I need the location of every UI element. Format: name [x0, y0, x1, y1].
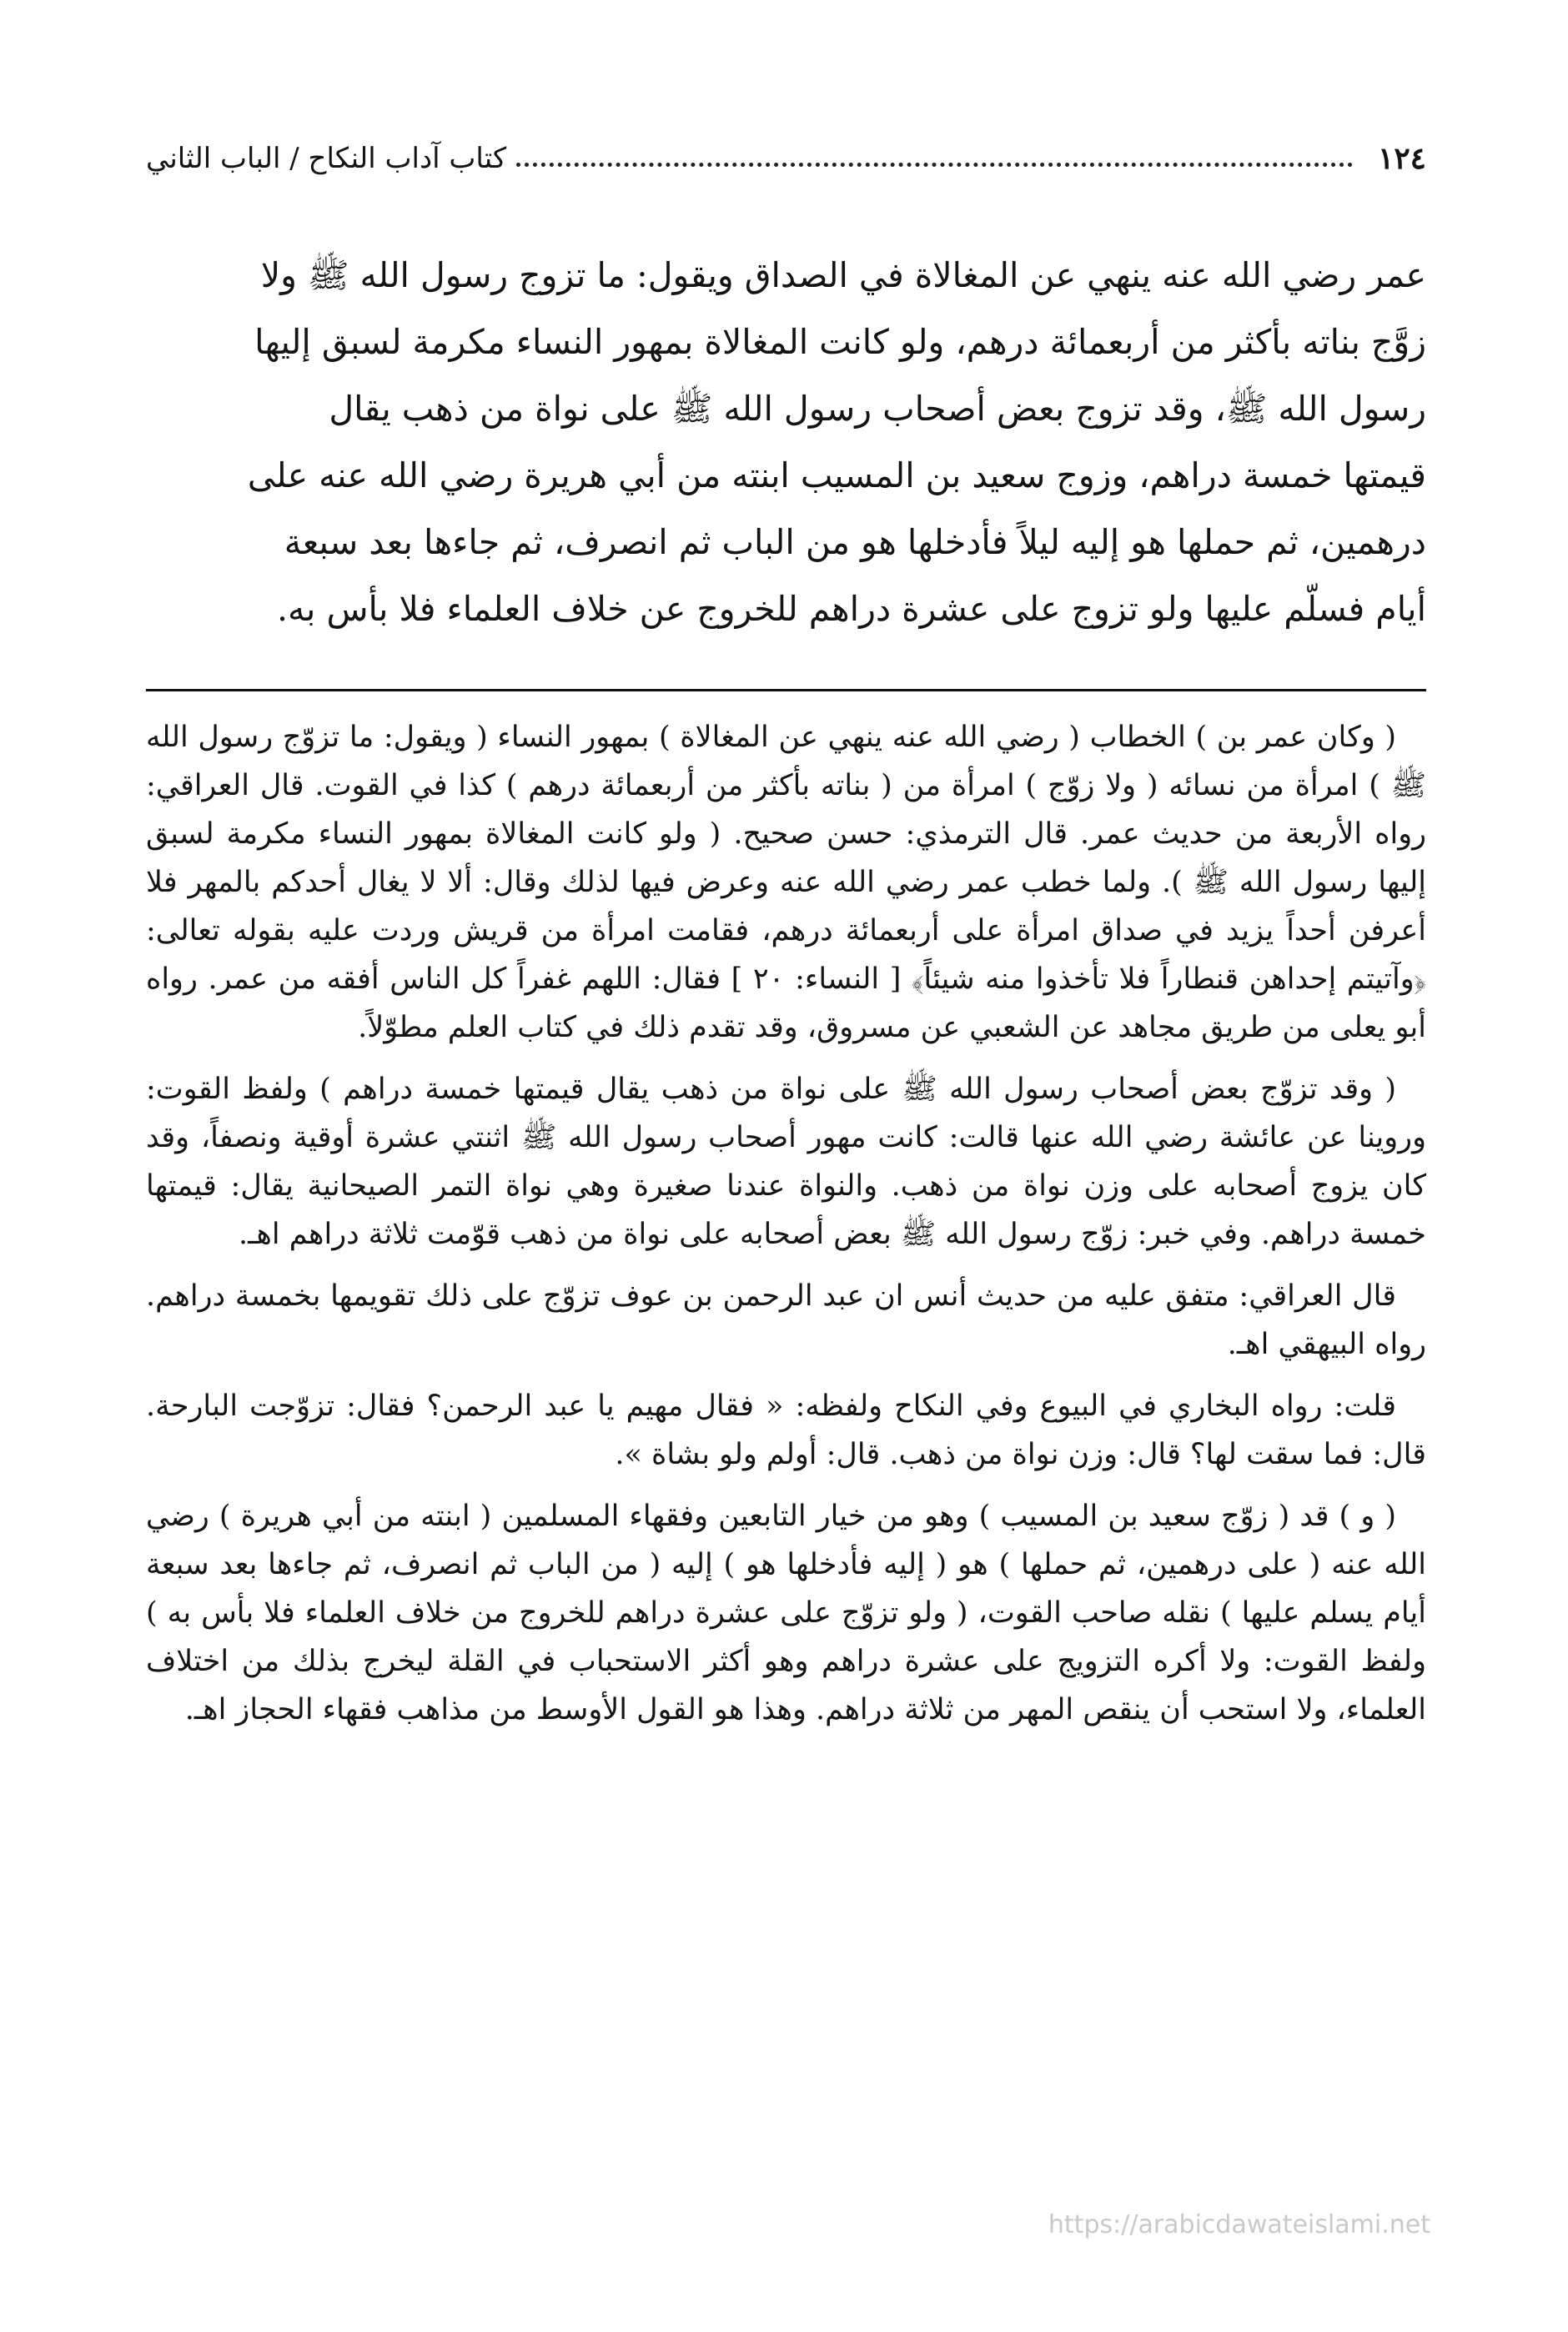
commentary-paragraph: ( وقد تزوّج بعض أصحاب رسول الله ﷺ على نواة من ذهب يقال قيمتها خمسة دراهم ) ولفظ القوت: وروينا عن عائشة رضي الله عنها قالت: كانت مهور أصحاب رسول الله ﷺ اثنتي عشرة أوقية ونصفاً، وقد كان يزوج أصحابه على وزن نواة من ذهب. والنواة عندنا صغيرة وهي نواة التمر الصيحانية يقال: قيمتها خمسة دراهم. وفي خبر: زوّج رسول الله ﷺ بعض أصحابه على نواة من ذهب قوّمت ثلاثة دراهم اهـ.	[146, 1073, 1426, 1251]
main-text-block	[146, 242, 1426, 642]
main-text-line: زوَّج بناته بأكثر من أربعمائة درهم، ولو كانت المغالاة بمهور النساء مكرمة لسبق إليها	[254, 322, 1426, 362]
website-watermark: https://arabicdawateislami.net	[1048, 2210, 1430, 2239]
main-text-line: عمر رضي الله عنه ينهي عن المغالاة في الصداق ويقول: ما تزوج رسول الله ﷺ ولا	[260, 255, 1426, 295]
page-header	[146, 133, 1426, 183]
page-number: ١٢٤	[1377, 141, 1426, 176]
commentary-paragraph: قلت: رواه البخاري في البيوع وفي النكاح ولفظه: « فقال مهيم يا عبد الرحمن؟ فقال: تزوّجت البارحة. قال: فما سقت لها؟ قال: وزن نواة من ذهب. قال: أولم ولو بشاة ».	[146, 1390, 1426, 1471]
running-title: كتاب آداب النكاح / الباب الثاني	[146, 142, 507, 175]
commentary-paragraph: قال العراقي: متفق عليه من حديث أنس ان عبد الرحمن بن عوف تزوّج على ذلك تقويمها بخمسة دراهم. رواه البيهقي اهـ.	[146, 1279, 1426, 1361]
main-text-line: قيمتها خمسة دراهم، وزوج سعيد بن المسيب ابنته من أبي هريرة رضي الله عنه على	[247, 455, 1426, 495]
commentary-block	[146, 713, 1426, 1747]
commentary-paragraph: ( وكان عمر بن ) الخطاب ( رضي الله عنه ينهي عن المغالاة ) بمهور النساء ( ويقول: ما تزوّج رسول الله ﷺ ) امرأة من نسائه ( ولا زوّج ) امرأة من ( بناته بأكثر من أربعمائة درهم ) كذا في القوت. قال العراقي: رواه الأربعة من حديث عمر. قال الترمذي: حسن صحيح. ( ولو كانت المغالاة بمهور النساء مكرمة لسبق إليها رسول الله ﷺ ). ولما خطب عمر رضي الله عنه وعرض فيها لذلك وقال: ألا لا يغال أحدكم بالمهر فلا أعرفن أحداً يزيد في صداق امرأة على أربعمائة درهم، فقامت امرأة من قريش وردت عليه بقوله تعالى: ﴿وآتيتم إحداهن قنطاراً فلا تأخذوا منه شيئاً﴾ [ النساء: ٢٠ ] فقال: اللهم غفراً كل الناس أفقه من عمر. رواه أبو يعلى من طريق مجاهد عن الشعبي عن مسروق، وقد تقدم ذلك في كتاب العلم مطوّلاً.	[146, 721, 1427, 1044]
main-text-line: أيام فسلّم عليها ولو تزوج على عشرة دراهم للخروج عن خلاف العلماء فلا بأس به.	[276, 589, 1426, 629]
section-divider	[146, 689, 1426, 691]
header-dotted-leader	[516, 151, 1353, 167]
commentary-paragraph: ( و ) قد ( زوّج سعيد بن المسيب ) وهو من خيار التابعين وفقهاء المسلمين ( ابنته من أبي هريرة ) رضي الله عنه ( على درهمين، ثم حملها ) هو ( إليه فأدخلها هو ) إليه ( من الباب ثم انصرف، ثم جاءها بعد سبعة أيام يسلم عليها ) نقله صاحب القوت، ( ولو تزوّج على عشرة دراهم للخروج من خلاف العلماء فلا بأس به ) ولفظ القوت: ولا أكره التزويج على عشرة دراهم وهو أكثر الاستحباب في القلة ليخرج بذلك من اختلاف العلماء، ولا استحب أن ينقص المهر من ثلاثة دراهم. وهذا هو القول الأوسط من مذاهب فقهاء الحجاز اهـ.	[146, 1500, 1426, 1726]
main-text-line: رسول الله ﷺ، وقد تزوج بعض أصحاب رسول الله ﷺ على نواة من ذهب يقال	[329, 389, 1426, 429]
main-text-line: درهمين، ثم حملها هو إليه ليلاً فأدخلها هو من الباب ثم انصرف، ثم جاءها بعد سبعة	[284, 522, 1426, 562]
